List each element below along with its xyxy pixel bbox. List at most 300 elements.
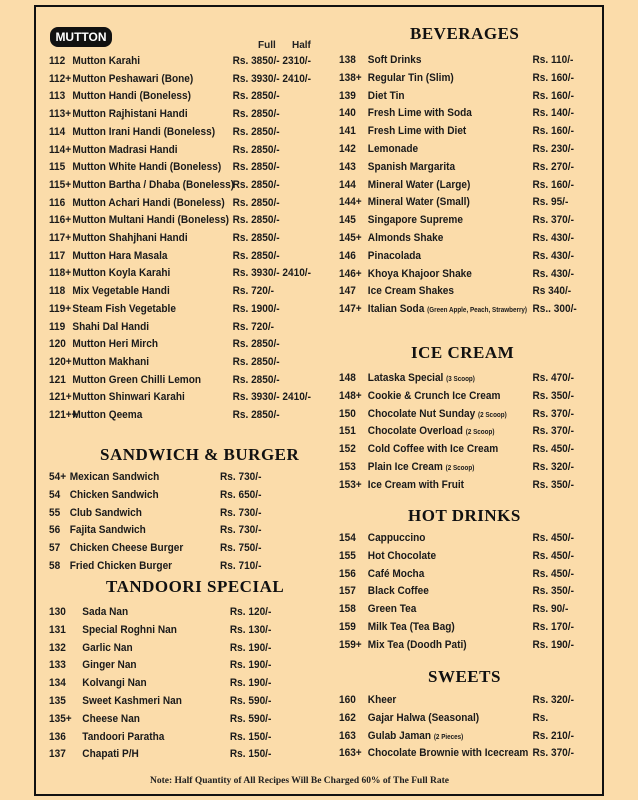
item-name <box>368 265 472 283</box>
item-name-text: Fresh Lime with Diet <box>367 125 467 138</box>
item-name-text: Mutton Karahi <box>72 55 141 67</box>
item-number: 163 <box>339 729 356 742</box>
item-name-text: Chocolate Overload <box>367 425 463 438</box>
item-name-text: Singapore Supreme <box>367 214 463 227</box>
item-number: 136 <box>49 730 66 743</box>
item-price: Rs. 2850/- <box>232 143 280 156</box>
sweets-heading: SWEETS <box>428 667 501 686</box>
item-name-text: Mutton Green Chilli Lemon <box>72 373 202 386</box>
menu-item <box>339 140 600 158</box>
item-number: 119+ <box>49 302 72 315</box>
item-name <box>72 70 193 88</box>
item-name <box>368 282 454 300</box>
item-number: 112 <box>49 55 66 67</box>
item-number: 54 <box>49 488 61 501</box>
menu-item <box>49 353 310 371</box>
item-price: Rs. 230/- <box>532 143 574 155</box>
item-price: Rs. 2850/- <box>232 232 280 244</box>
item-price: Rs. 730/- <box>220 524 262 537</box>
menu-item <box>339 51 600 69</box>
item-name <box>82 639 132 657</box>
menu-item <box>339 193 600 211</box>
item-price: Rs. <box>532 711 549 724</box>
item-price: Rs. 350/- <box>532 389 574 402</box>
item-name-text: Mineral Water (Large) <box>367 178 471 191</box>
item-price: Rs. 160/- <box>532 125 574 138</box>
item-number: 121++ <box>49 409 78 421</box>
item-price: Rs. 190/- <box>229 677 272 690</box>
full-header: Full <box>258 40 276 51</box>
item-name <box>72 300 176 318</box>
item-name <box>72 371 201 389</box>
item-name <box>72 353 149 371</box>
item-name <box>368 744 529 762</box>
item-number: 160 <box>339 694 356 706</box>
item-name <box>82 745 139 763</box>
item-number: 118+ <box>49 267 72 280</box>
item-name-text: Cookie & Crunch Ice Cream <box>367 389 501 402</box>
menu-item <box>49 486 310 504</box>
item-name-text: Steam Fish Vegetable <box>72 302 176 315</box>
item-name-text: Mutton Irani Handi (Boneless) <box>72 125 216 138</box>
item-price: Rs. 320/- <box>532 461 574 473</box>
item-number: 144 <box>339 178 356 191</box>
menu-item <box>49 468 310 486</box>
menu-item <box>49 603 310 621</box>
item-name-text: Green Tea <box>367 603 417 616</box>
item-name <box>82 603 128 621</box>
item-name <box>368 691 397 709</box>
item-number: 150 <box>339 407 356 420</box>
item-price: Rs. 730/- <box>220 471 262 483</box>
item-name-text: Garlic Nan <box>82 641 133 654</box>
item-name <box>82 692 182 710</box>
item-name-text: Mineral Water (Small) <box>367 196 470 209</box>
item-name <box>368 529 426 547</box>
item-price: Rs. 160/- <box>532 178 574 191</box>
item-number: 140 <box>339 107 356 120</box>
item-name <box>72 194 224 212</box>
item-price: Rs. 710/- <box>220 560 262 572</box>
item-number: 133 <box>49 659 66 672</box>
menu-item <box>49 539 310 557</box>
menu-item <box>49 656 310 674</box>
menu-item <box>339 691 600 709</box>
item-name-text: Shahi Dal Handi <box>72 320 150 333</box>
item-name <box>72 87 191 105</box>
item-price: Rs. 2850/- <box>232 196 280 209</box>
item-number: 153 <box>339 461 356 473</box>
item-name-text: Mutton Makhani <box>72 355 150 368</box>
item-number: 163+ <box>339 747 362 760</box>
menu-item <box>339 636 600 654</box>
item-number: 119 <box>49 320 66 333</box>
menu-item <box>339 87 600 105</box>
item-name <box>82 621 177 639</box>
item-name-text: Mutton Rajhistani Handi <box>72 108 188 121</box>
item-name <box>368 140 418 158</box>
item-number: 117+ <box>49 232 72 244</box>
item-name-text: Khoya Khajoor Shake <box>367 267 472 280</box>
item-name-text: Mutton Bartha / Dhaba (Boneless) <box>72 178 235 191</box>
item-number: 154 <box>339 532 356 544</box>
item-name <box>72 176 234 194</box>
item-number: 134 <box>49 677 66 690</box>
item-name-text: Ice Cream Shakes <box>367 285 455 298</box>
item-name <box>70 539 184 557</box>
item-price: Rs. 150/- <box>229 730 272 743</box>
item-price: Rs. 750/- <box>220 542 262 555</box>
item-price: Rs. 2850/- <box>232 355 280 368</box>
item-name-text: Plain Ice Cream <box>367 461 443 473</box>
menu-item <box>339 282 600 300</box>
menu-item <box>49 211 310 229</box>
icecream-heading: ICE CREAM <box>411 343 515 362</box>
item-name-text: Cappuccino <box>367 532 426 544</box>
item-name-text: Mix Tea (Doodh Pati) <box>367 638 467 651</box>
item-price: Rs. 190/- <box>532 638 574 651</box>
menu-item <box>49 247 310 265</box>
item-name-text: Chicken Cheese Burger <box>69 542 184 555</box>
tandoori-heading: TANDOORI SPECIAL <box>106 577 285 596</box>
item-name-text: Chapati P/H <box>82 748 139 761</box>
item-name-text: Tandoori Paratha <box>82 730 165 743</box>
item-number: 153+ <box>339 478 362 491</box>
item-price: Rs. 720/- <box>232 320 275 333</box>
item-number: 146+ <box>339 267 362 280</box>
item-number: 115 <box>49 161 66 174</box>
menu-item <box>339 300 600 318</box>
item-price: Rs. 150/- <box>229 748 272 761</box>
menu-item <box>49 639 310 657</box>
item-name-text: Mutton Achari Handi (Boneless) <box>72 196 225 209</box>
menu-item <box>339 600 600 618</box>
menu-item <box>339 727 600 745</box>
menu-item <box>49 194 310 212</box>
item-number: 157 <box>339 585 356 598</box>
item-number: 116 <box>49 196 66 209</box>
item-price: Rs. 120/- <box>229 606 272 618</box>
menu-item <box>339 744 600 762</box>
item-name-text: Soft Drinks <box>367 54 422 66</box>
item-number: 152 <box>339 443 356 456</box>
menu-item <box>49 745 310 763</box>
item-name <box>72 229 187 247</box>
item-name <box>70 504 142 522</box>
menu-item <box>339 369 600 387</box>
item-price: Rs. 450/- <box>532 443 574 456</box>
item-price: Rs. 90/- <box>532 603 569 616</box>
item-name <box>70 468 160 486</box>
menu-item <box>49 70 310 88</box>
item-name-text: Club Sandwich <box>69 506 142 519</box>
item-price: Rs. 3850/- 2310/- <box>232 55 311 67</box>
item-number: 151 <box>339 425 356 438</box>
item-price: Rs. 2850/- <box>232 214 280 227</box>
item-name-text: Chocolate Nut Sunday <box>367 407 476 420</box>
item-name-text: Chocolate Brownie with Icecream <box>367 747 529 760</box>
menu-item <box>49 300 310 318</box>
menu-item <box>49 176 310 194</box>
menu-item <box>339 265 600 283</box>
item-name <box>368 211 463 229</box>
menu-item <box>49 621 310 639</box>
item-name <box>368 300 527 320</box>
item-price: Rs. 3930/- 2410/- <box>232 267 311 280</box>
item-number: 142 <box>339 143 356 155</box>
item-name-text: Spanish Margarita <box>367 160 456 173</box>
item-number: 56 <box>49 524 61 537</box>
item-price: Rs. 650/- <box>220 488 262 501</box>
item-name-text: Mutton Hara Masala <box>72 249 168 262</box>
menu-item <box>339 158 600 176</box>
item-name <box>72 211 229 229</box>
item-name-text: Ginger Nan <box>82 659 137 672</box>
item-price: Rs. 3930/- 2410/- <box>232 72 311 85</box>
menu-item <box>339 176 600 194</box>
item-note: (3 Scoop) <box>446 376 475 383</box>
menu-item <box>339 440 600 458</box>
item-number: 141 <box>339 125 356 138</box>
item-price: Rs. 590/- <box>229 695 272 707</box>
menu-item <box>49 282 310 300</box>
item-note: (2 Scoop) <box>478 411 507 419</box>
item-price: Rs. 370/- <box>532 425 574 438</box>
menu-item <box>339 476 600 494</box>
item-name-text: Cold Coffee with Ice Cream <box>367 443 499 456</box>
item-name-text: Mutton Koyla Karahi <box>72 267 171 280</box>
menu-item <box>49 123 310 141</box>
item-name-text: Diet Tin <box>367 89 405 102</box>
item-name-text: Mutton White Handi (Boneless) <box>72 161 222 174</box>
menu-item <box>339 458 600 476</box>
menu-item <box>339 618 600 636</box>
menu-item <box>339 565 600 583</box>
item-name-text: Regular Tin (Slim) <box>367 71 454 84</box>
menu-item <box>49 521 310 539</box>
item-number: 114 <box>49 125 66 138</box>
mutton-label: MUTTON <box>50 27 112 47</box>
item-name <box>368 618 455 636</box>
menu-item <box>49 557 310 575</box>
item-name <box>72 123 215 141</box>
item-name <box>368 122 466 140</box>
item-price: Rs. 450/- <box>532 532 574 544</box>
item-number: 115+ <box>49 178 72 191</box>
item-name <box>368 547 436 565</box>
item-name <box>72 282 169 300</box>
item-price: Rs. 590/- <box>229 712 272 725</box>
item-number: 144+ <box>339 196 362 209</box>
item-number: 159 <box>339 621 356 633</box>
item-price: Rs. 450/- <box>532 567 574 580</box>
item-number: 145+ <box>339 232 362 244</box>
item-name <box>72 318 149 336</box>
item-note: (2 Pieces) <box>433 733 464 741</box>
menu-item <box>49 674 310 692</box>
item-name-text: Chicken Sandwich <box>69 488 159 501</box>
item-note: (Green Apple, Peach, Strawberry) <box>427 307 528 315</box>
item-price: Rs. 370/- <box>532 747 574 760</box>
item-name <box>368 69 454 87</box>
item-name <box>368 565 425 583</box>
menu-item <box>49 388 310 406</box>
item-name <box>72 52 140 70</box>
item-number: 145 <box>339 214 356 227</box>
item-number: 138+ <box>339 71 362 84</box>
item-price: Rs. 190/- <box>229 659 272 672</box>
item-name-text: Sada Nan <box>82 606 129 618</box>
item-number: 130 <box>49 606 66 618</box>
item-name <box>70 486 159 504</box>
item-name-text: Special Roghni Nan <box>82 623 177 636</box>
item-number: 138 <box>339 54 356 66</box>
item-number: 146 <box>339 249 356 262</box>
item-name <box>368 600 417 618</box>
item-name <box>368 51 422 69</box>
item-price: Rs. 3930/- 2410/- <box>232 391 311 404</box>
item-number: 147 <box>339 285 356 298</box>
item-name <box>72 105 187 123</box>
item-price: Rs. 430/- <box>532 232 574 244</box>
item-name <box>72 158 221 176</box>
item-price: Rs. 110/- <box>532 54 574 66</box>
item-name-text: Kheer <box>367 694 397 706</box>
item-number: 57 <box>49 542 61 555</box>
item-number: 117 <box>49 249 66 262</box>
item-name <box>368 582 429 600</box>
item-name-text: Mix Vegetable Handi <box>72 285 170 298</box>
item-number: 148 <box>339 372 356 384</box>
item-name <box>72 335 158 353</box>
item-name <box>368 476 464 494</box>
item-number: 121 <box>49 373 66 386</box>
menu-item <box>339 104 600 122</box>
item-name-text: Lemonade <box>367 143 419 155</box>
item-number: 113 <box>49 90 66 103</box>
hotdrinks-heading: HOT DRINKS <box>408 506 521 525</box>
menu-item <box>49 87 310 105</box>
item-name <box>368 193 470 211</box>
item-name-text: Mutton Qeema <box>72 409 143 421</box>
item-name <box>368 440 498 458</box>
menu-item <box>49 692 310 710</box>
item-name-text: Fajita Sandwich <box>69 524 146 537</box>
beverages-heading: BEVERAGES <box>410 24 520 43</box>
item-price: Rs. 140/- <box>532 107 574 120</box>
menu-item <box>339 405 600 423</box>
item-name <box>368 87 405 105</box>
item-name-text: Mutton Peshawari (Bone) <box>72 72 194 85</box>
item-number: 135 <box>49 695 66 707</box>
item-price: Rs. 190/- <box>229 641 272 654</box>
item-price: Rs. 730/- <box>220 506 262 519</box>
item-name-text: Italian Soda <box>367 303 425 316</box>
item-name-text: Ice Cream with Fruit <box>367 478 465 491</box>
item-price: Rs. 430/- <box>532 249 574 262</box>
item-name <box>368 636 467 654</box>
menu-item <box>339 211 600 229</box>
item-number: 148+ <box>339 389 362 402</box>
item-number: 158 <box>339 603 356 616</box>
item-name-text: Fried Chicken Burger <box>69 560 173 572</box>
item-name <box>368 104 472 122</box>
menu-item <box>339 547 600 565</box>
menu-item <box>339 709 600 727</box>
item-price: Rs. 2850/- <box>232 409 280 421</box>
item-name <box>72 247 167 265</box>
menu-item <box>49 504 310 522</box>
item-price: Rs. 370/- <box>532 214 574 227</box>
item-price: Rs. 170/- <box>532 621 574 633</box>
half-quantity-note: Note: Half Quantity of All Recipes Will Be Charged 60% of The Full Rate <box>150 776 449 786</box>
item-number: 58 <box>49 560 61 572</box>
item-number: 159+ <box>339 638 362 651</box>
item-name-text: Almonds Shake <box>367 232 444 244</box>
item-name-text: Mutton Madrasi Handi <box>72 143 178 156</box>
item-name-text: Mutton Shahjhani Handi <box>72 232 188 244</box>
item-name <box>82 728 164 746</box>
item-number: 162 <box>339 711 356 724</box>
item-name-text: Lataska Special <box>367 372 444 384</box>
menu-item <box>49 52 310 70</box>
item-name-text: Cheese Nan <box>82 712 140 725</box>
item-number: 118 <box>49 285 66 298</box>
menu-item <box>49 158 310 176</box>
item-name <box>72 141 177 159</box>
item-number: 116+ <box>49 214 72 227</box>
menu-item <box>339 229 600 247</box>
item-note: (2 Scoop) <box>465 429 495 437</box>
item-name-text: Mutton Handi (Boneless) <box>72 90 191 103</box>
item-price: Rs. 350/- <box>532 478 574 491</box>
item-price: Rs. 270/- <box>532 160 574 173</box>
menu-item <box>339 529 600 547</box>
item-name <box>82 656 136 674</box>
item-name-text: Mutton Heri Mirch <box>72 338 158 351</box>
item-name <box>368 387 501 405</box>
item-price: Rs. 430/- <box>532 267 574 280</box>
menu-item <box>49 105 310 123</box>
item-price: Rs 340/- <box>532 285 572 298</box>
item-price: Rs. 450/- <box>532 549 574 562</box>
item-number: 131 <box>49 623 66 636</box>
item-name-text: Kolvangi Nan <box>82 677 147 690</box>
item-name-text: Gajar Halwa (Seasonal) <box>367 711 480 724</box>
item-price: Rs. 350/- <box>532 585 574 598</box>
item-name <box>368 158 455 176</box>
item-number: 132 <box>49 641 66 654</box>
item-price: Rs. 2850/- <box>232 90 280 103</box>
item-price: Rs. 160/- <box>532 71 574 84</box>
item-name-text: Hot Chocolate <box>367 549 437 562</box>
item-number: 120+ <box>49 355 72 368</box>
item-price: Rs. 160/- <box>532 89 574 102</box>
item-price: Rs. 2850/- <box>232 178 280 191</box>
item-number: 155 <box>339 549 356 562</box>
menu-item <box>49 406 310 424</box>
item-number: 113+ <box>49 108 72 121</box>
item-number: 135+ <box>49 712 72 725</box>
item-name <box>368 709 479 727</box>
item-name <box>82 710 140 728</box>
item-price: Rs. 2850/- <box>232 373 280 386</box>
item-price: Rs. 95/- <box>532 196 569 209</box>
item-name <box>72 388 184 406</box>
item-name <box>368 229 444 247</box>
item-price: Rs. 470/- <box>532 372 574 384</box>
item-price: Rs. 2850/- <box>232 108 280 121</box>
